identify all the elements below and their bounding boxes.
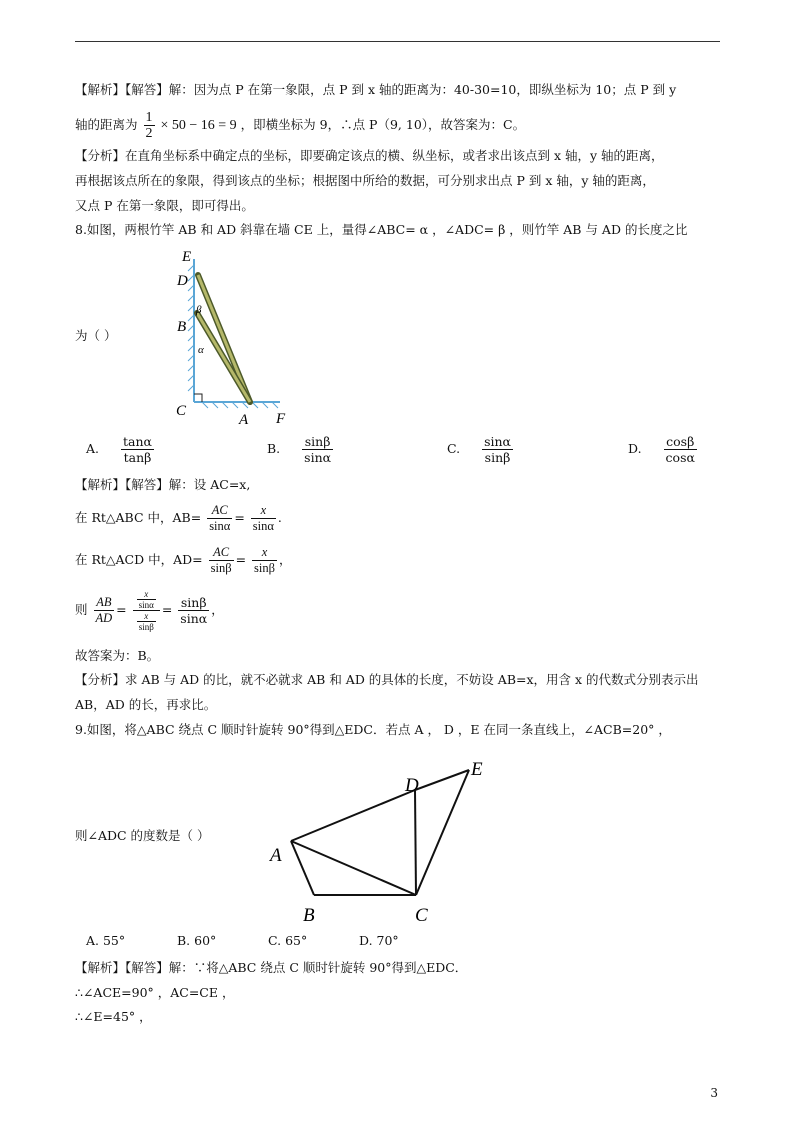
- fig8-label-F: F: [276, 411, 286, 427]
- q8-option-a[interactable]: [86, 434, 156, 465]
- option-fraction: [302, 434, 333, 465]
- frac-den: AD: [95, 611, 113, 625]
- frac-num: AB: [94, 595, 115, 611]
- p7-frac-den: 2: [145, 126, 153, 141]
- p7-analysis-line1: 【分析】在直角坐标系中确定点的坐标，即要确定该点的横、纵坐标，或者求出该点到 x 轴，y 轴的距离，: [75, 148, 664, 163]
- q9-stem-end: 则∠ADC 的度数是（ ）: [75, 828, 210, 843]
- fig8-label-alpha: α: [198, 344, 204, 356]
- q8-analysis-line2: AB，AD 的长，再求比。: [75, 697, 217, 712]
- frac-den: sinβ: [210, 561, 232, 575]
- option-letter: B.: [267, 441, 281, 456]
- q8-solution-line2: 在 Rt△ABC 中，AB= $\frac{AC}{\sin\alpha}$ = $\frac{x}{\sin\alpha}$ .: [75, 503, 282, 533]
- frac-den: cosα: [665, 450, 695, 465]
- frac-num: AC: [207, 503, 232, 519]
- inner-fraction: [137, 589, 156, 610]
- frac-num: x: [251, 503, 276, 519]
- q8-solution-line4: 则 $\frac{AB}{AD}$ = $\frac{\frac{x}{\sin\alpha}}{\frac{x}{\sin\beta}}$ = $\frac{\sin\beta}{\sin\alpha}$ ，: [75, 589, 224, 632]
- sol-fraction: [252, 545, 277, 576]
- p7-solution-line1: 【解析】【解答】解：因为点 P 在第一象限，点 P 到 x 轴的距离为：40-30=10，即纵坐标为 10；点 P 到 y: [75, 82, 677, 97]
- q9-option-b[interactable]: B. 60°: [177, 933, 217, 948]
- header-rule: [75, 41, 720, 42]
- frac-den: sinβ: [484, 450, 511, 465]
- option-letter: D.: [628, 441, 642, 456]
- q8-stem-end: 为（ ）: [75, 328, 117, 343]
- fig9-label-B: B: [303, 905, 315, 926]
- q9-solution-line3: ∴∠E=45° ，: [75, 1009, 152, 1024]
- frac-den: sinα: [138, 600, 154, 610]
- p7-solution-line2: [75, 110, 525, 141]
- fig8-label-A: A: [239, 412, 249, 428]
- segment-dc: [415, 790, 416, 895]
- option-letter: A.: [86, 441, 100, 456]
- frac-num: cosβ: [664, 434, 697, 450]
- q9-option-c[interactable]: C. 65°: [268, 933, 308, 948]
- p7-line2-prefix: 轴的距离为: [75, 117, 138, 132]
- fig8-label-E: E: [182, 249, 192, 265]
- q8-option-c[interactable]: [447, 434, 515, 465]
- p7-analysis-line2: 再根据该点所在的象限，得到该点的坐标；根据图中所给的数据，可分别求出点 P 到 x 轴，y 轴的距离，: [75, 173, 655, 188]
- q8-option-d[interactable]: [628, 434, 699, 465]
- right-angle-mark: [194, 394, 202, 402]
- q9-figure: [265, 755, 495, 930]
- frac-num: x: [252, 545, 277, 561]
- fig9-label-A: A: [270, 845, 282, 866]
- frac-den: sinα: [252, 519, 274, 533]
- sol-fraction: [178, 595, 209, 626]
- frac-num: sinα: [484, 434, 511, 449]
- q9-solution-line1: 【解析】【解答】解：∵将△ABC 绕点 C 顺时针旋转 90°得到△EDC．: [75, 960, 468, 975]
- fig9-label-E: E: [471, 759, 483, 780]
- option-letter: C.: [447, 441, 461, 456]
- q8-answer: 故答案为：B。: [75, 648, 160, 663]
- option-fraction: [664, 434, 697, 465]
- fig8-label-D: D: [177, 273, 188, 289]
- q9-solution-line2: ∴∠ACE=90° ，AC=CE ，: [75, 985, 235, 1000]
- q9-option-a[interactable]: A. 55°: [86, 933, 126, 948]
- option-fraction: [482, 434, 513, 465]
- fig9-label-C: C: [415, 905, 428, 926]
- frac-num: sinβ: [302, 434, 333, 450]
- option-fraction: [121, 434, 154, 465]
- frac-den: tanβ: [123, 450, 152, 465]
- sol-prefix: 在 Rt△ACD 中，AD=: [75, 552, 203, 567]
- frac-den: sinα: [209, 519, 231, 533]
- bamboo-ad-highlight: [198, 275, 250, 402]
- sol-fraction: [251, 503, 276, 534]
- sol-compound-fraction: [133, 589, 160, 632]
- segment-ec: [416, 770, 469, 895]
- segment-ad: [291, 790, 415, 841]
- q8-solution-line1: 【解析】【解答】解：设 AC=x,: [75, 477, 251, 492]
- q8-figure: [170, 245, 295, 430]
- q8-option-b[interactable]: [267, 434, 335, 465]
- q9-stem: 9.如图，将△ABC 绕点 C 顺时针旋转 90°得到△EDC．若点 A ， D ，E 在同一条直线上，∠ACB=20° ，: [75, 722, 671, 737]
- frac-den: [133, 611, 160, 632]
- frac-den: sinα: [180, 611, 208, 626]
- bamboo-ab-highlight: [197, 313, 250, 402]
- frac-num: sinβ: [178, 595, 209, 611]
- fig8-label-C: C: [176, 403, 187, 419]
- inner-fraction: [137, 611, 156, 632]
- frac-den: sinα: [304, 450, 332, 465]
- page-number: 3: [710, 1086, 718, 1100]
- frac-num: x: [137, 611, 156, 622]
- frac-num: [133, 589, 160, 611]
- q8-analysis-line1: 【分析】求 AB 与 AD 的比，就不必就求 AB 和 AD 的具体的长度，不妨设 AB=x，用含 x 的代数式分别表示出: [75, 672, 699, 687]
- frac-num: tanα: [123, 434, 152, 449]
- fig8-label-beta: β: [196, 304, 202, 316]
- sol-fraction: [94, 595, 115, 626]
- q8-solution-line3: 在 Rt△ACD 中，AD= $\frac{AC}{\sin\beta}$ = $\frac{x}{\sin\beta}$ ，: [75, 545, 292, 575]
- frac-num: AC: [209, 545, 234, 561]
- p7-analysis-line3: 又点 P 在第一象限，即可得出。: [75, 198, 254, 213]
- p7-expression: × 50 − 16 = 9: [160, 118, 237, 133]
- sol-prefix: 则: [75, 602, 88, 617]
- sol-fraction: [209, 545, 234, 576]
- p7-line2-suffix: ，即横坐标为 9，∴点 P（9, 10），故答案为：C。: [240, 117, 526, 132]
- frac-num: x: [137, 589, 156, 600]
- p7-half-fraction: [144, 110, 155, 141]
- q8-stem: 8.如图，两根竹竿 AB 和 AD 斜靠在墙 CE 上，量得∠ABC= α ，∠ADC= β ，则竹竿 AB 与 AD 的长度之比: [75, 222, 688, 237]
- q9-option-d[interactable]: D. 70°: [359, 933, 399, 948]
- fig8-label-B: B: [177, 319, 187, 335]
- sol-fraction: [207, 503, 232, 534]
- sol-prefix: 在 Rt△ABC 中，AB=: [75, 510, 202, 525]
- frac-den: sinβ: [254, 561, 275, 575]
- p7-frac-num: 1: [145, 110, 153, 125]
- fig9-label-D: D: [405, 775, 419, 796]
- frac-den: sinβ: [138, 622, 154, 632]
